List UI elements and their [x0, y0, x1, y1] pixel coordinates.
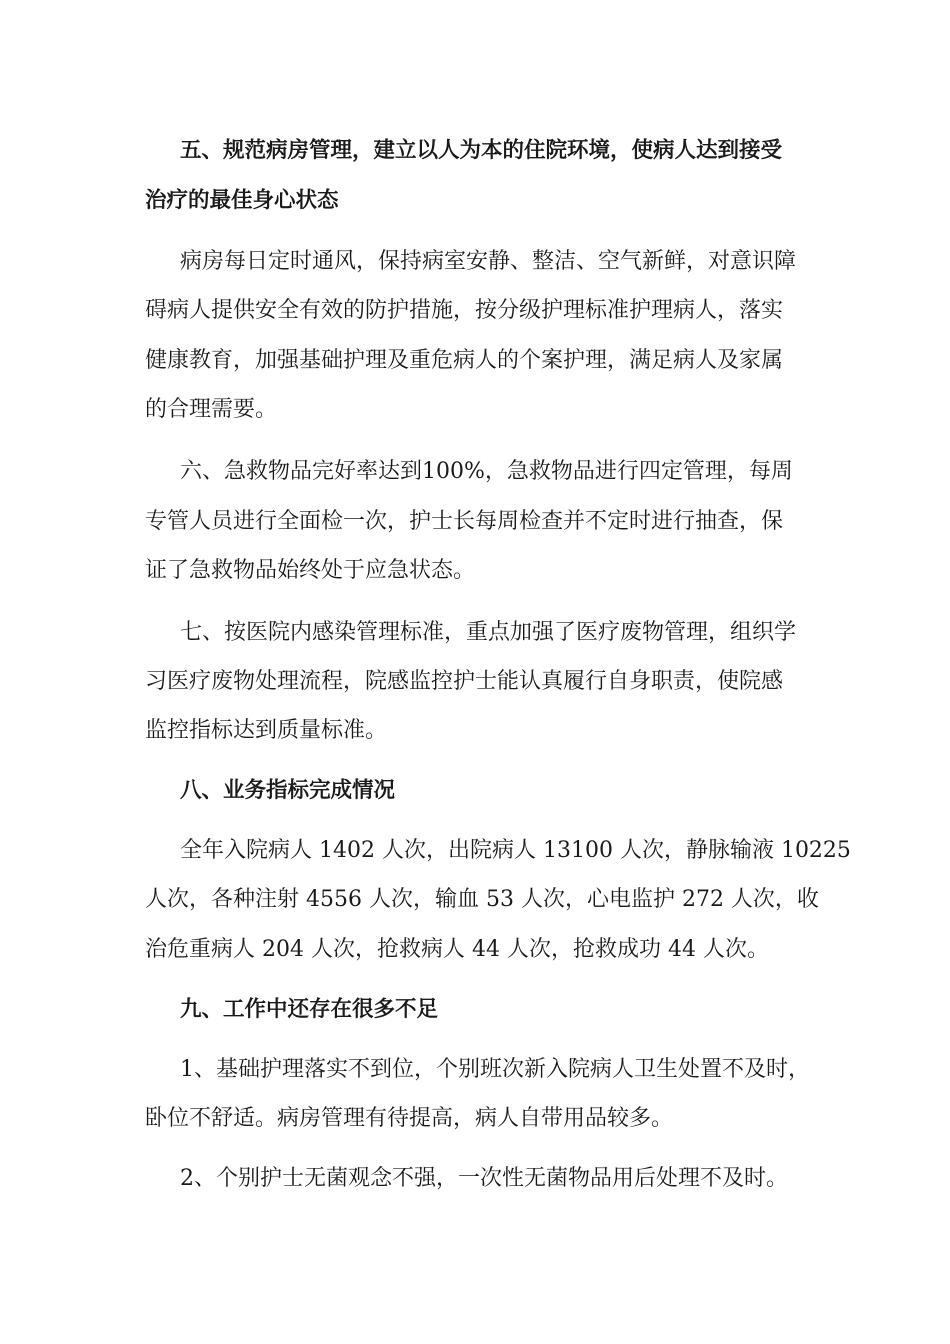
section-8-heading: 八、业务指标完成情况 [180, 778, 396, 803]
section-7-paragraph-line-2: 习医疗废物处理流程，院感监控护士能认真履行自身职责，使院感 [145, 669, 784, 694]
section-7-paragraph-line-3: 监控指标达到质量标准。 [145, 718, 388, 743]
shortcoming-1-line-2: 卧位不舒适。病房管理有待提高，病人自带用品较多。 [145, 1106, 674, 1131]
section-9-heading: 九、工作中还存在很多不足 [180, 997, 439, 1022]
section-6-paragraph-line-3: 证了急救物品始终处于应急状态。 [145, 558, 476, 583]
section-5-paragraph-line-3: 健康教育，加强基础护理及重危病人的个案护理，满足病人及家属 [145, 348, 784, 373]
section-5-paragraph-line-1: 病房每日定时通风，保持病室安静、整洁、空气新鲜，对意识障 [180, 249, 797, 274]
section-6-paragraph-line-1: 六、急救物品完好率达到100%，急救物品进行四定管理，每周 [180, 459, 793, 484]
shortcoming-1-line-1: 1、基础护理落实不到位，个别班次新入院病人卫生处置不及时， [180, 1057, 810, 1082]
section-5-heading-line-2: 治疗的最佳身心状态 [145, 188, 339, 213]
section-8-paragraph-line-1: 全年入院病人 1402 人次，出院病人 13100 人次，静脉输液 10225 [180, 838, 851, 863]
section-5-paragraph-line-4: 的合理需要。 [145, 397, 278, 422]
section-8-paragraph-line-2: 人次，各种注射 4556 人次，输血 53 人次，心电监护 272 人次，收 [145, 887, 819, 912]
section-7-paragraph-line-1: 七、按医院内感染管理标准，重点加强了医疗废物管理，组织学 [180, 620, 797, 645]
section-5-heading-line-1: 五、规范病房管理，建立以人为本的住院环境，使病人达到接受 [180, 138, 783, 163]
section-8-paragraph-line-3: 治危重病人 204 人次，抢救病人 44 人次，抢救成功 44 人次。 [145, 937, 769, 962]
section-5-paragraph-line-2: 碍病人提供安全有效的防护措施，按分级护理标准护理病人，落实 [145, 298, 784, 323]
section-6-paragraph-line-2: 专管人员进行全面检一次，护士长每周检查并不定时进行抽查，保 [145, 509, 784, 534]
shortcoming-2-line-1: 2、个别护士无菌观念不强，一次性无菌物品用后处理不及时。 [180, 1166, 788, 1191]
